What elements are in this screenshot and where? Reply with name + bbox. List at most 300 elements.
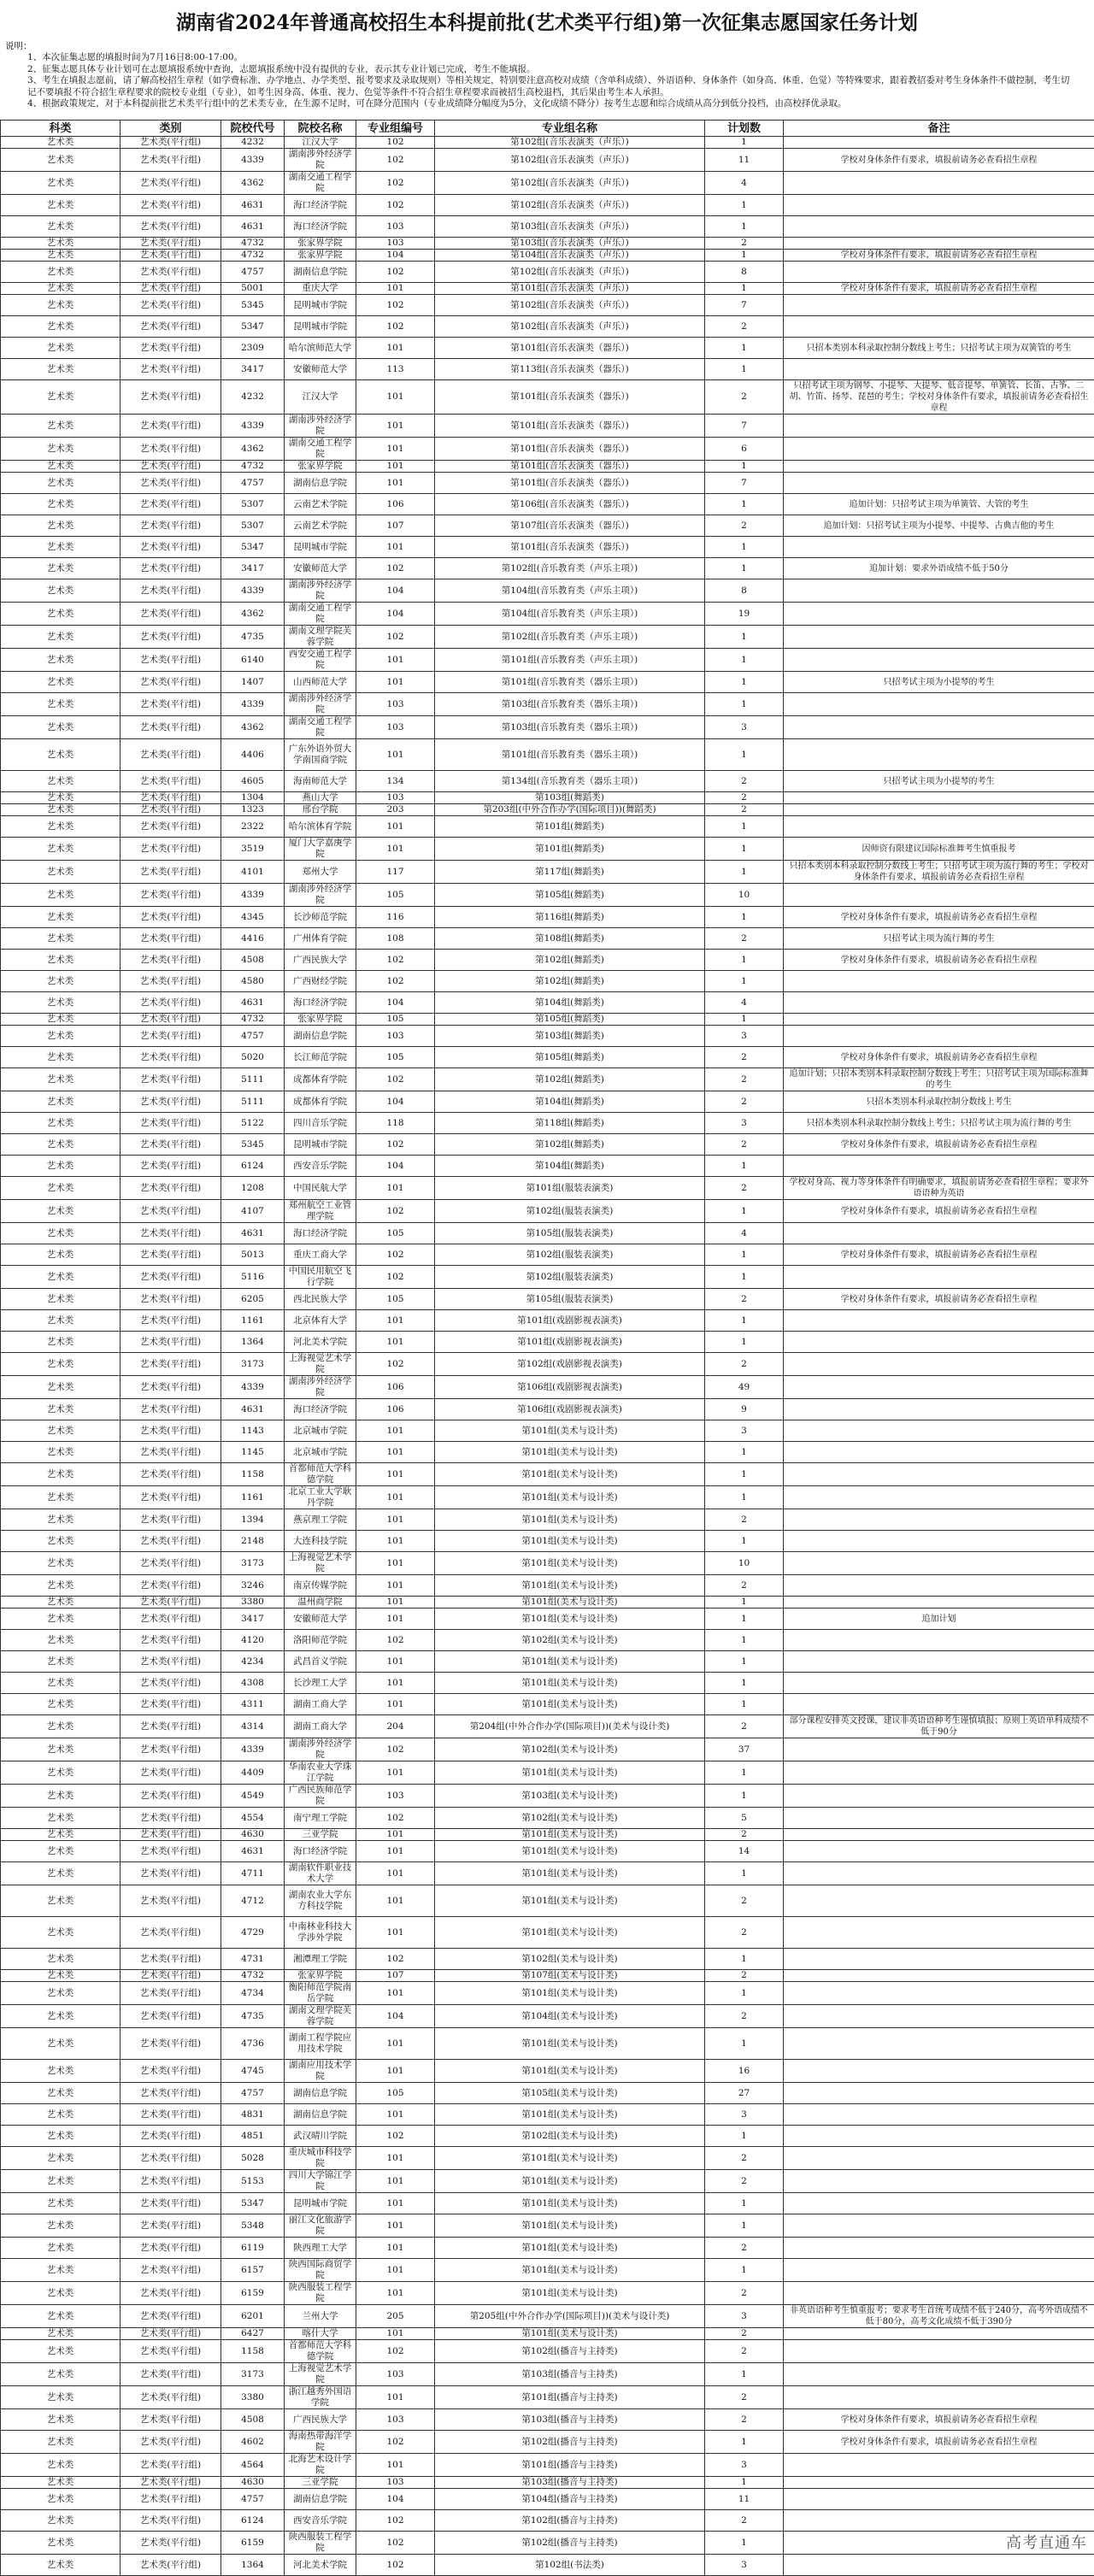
- cell-category: 艺术类(平行组): [121, 1970, 221, 1982]
- cell-school-name: 三亚学院: [285, 2477, 356, 2489]
- cell-remarks: 学校对身体条件有要求，填报前请务必查看招生章程: [784, 1244, 1094, 1266]
- cell-school-code: 4712: [221, 1885, 285, 1917]
- cell-subject: 艺术类: [1, 1332, 121, 1353]
- cell-group-name: 第102组(服装表演类): [435, 1244, 705, 1266]
- cell-school-code: 4734: [221, 1982, 285, 2005]
- cell-group-name: 第101组(美术与设计类): [435, 2282, 705, 2305]
- table-row: [1, 473, 1094, 494]
- cell-plan-count: 2: [705, 1353, 784, 1376]
- table-row: [1, 1376, 1094, 1399]
- cell-school-code: 4757: [221, 262, 285, 283]
- cell-group-name: 第101组(音乐表演类（声乐）): [435, 283, 705, 295]
- cell-plan-count: 2: [705, 804, 784, 816]
- table-row: [1, 338, 1094, 359]
- cell-category: 艺术类(平行组): [121, 1531, 221, 1552]
- cell-school-name: 华南农业大学珠江学院: [285, 1761, 356, 1785]
- cell-subject: 艺术类: [1, 1223, 121, 1244]
- table-row: [1, 1486, 1094, 1509]
- cell-category: 艺术类(平行组): [121, 172, 221, 195]
- cell-category: 艺术类(平行组): [121, 195, 221, 216]
- cell-group-code: 134: [356, 771, 435, 792]
- cell-school-name: 昆明城市学院: [285, 316, 356, 338]
- cell-school-code: 1304: [221, 792, 285, 804]
- cell-group-name: 第104组(音乐表演类（声乐）): [435, 250, 705, 262]
- cell-subject: 艺术类: [1, 950, 121, 971]
- cell-group-name: 第102组(舞蹈类): [435, 971, 705, 992]
- cell-school-code: 4630: [221, 2477, 285, 2489]
- note-item: 4、根据政策规定，对于本科提前批艺术类平行组中的艺术类专业，在生源不足时，可在降分范围内（专业成绩降分幅度为5分，文化成绩不降分）按考生志愿和综合成绩从高分到低分投档，由高校择优录取。: [5, 98, 1077, 109]
- cell-school-code: 3246: [221, 1575, 285, 1597]
- cell-school-name: 湖南农业大学东方科技学院: [285, 1885, 356, 1917]
- cell-group-name: 第101组(美术与设计类): [435, 1463, 705, 1486]
- cell-remarks: 学校对身体条件有要求，填报前请务必查看招生章程: [784, 1047, 1094, 1068]
- cell-remarks: [784, 2340, 1094, 2363]
- cell-group-code: 101: [356, 2193, 435, 2214]
- cell-category: 艺术类(平行组): [121, 649, 221, 672]
- cell-category: 艺术类(平行组): [121, 2083, 221, 2104]
- table-row: [1, 838, 1094, 861]
- header-group-name: 专业组名称: [435, 121, 705, 137]
- cell-category: 艺术类(平行组): [121, 2214, 221, 2238]
- table-row: [1, 739, 1094, 771]
- cell-category: 艺术类(平行组): [121, 1289, 221, 1310]
- cell-category: 艺术类(平行组): [121, 1068, 221, 1091]
- cell-plan-count: 2: [705, 2386, 784, 2409]
- cell-group-name: 第102组(美术与设计类): [435, 1738, 705, 1761]
- cell-group-name: 第102组(音乐表演类（声乐）): [435, 295, 705, 316]
- cell-school-code: 5111: [221, 1091, 285, 1113]
- cell-category: 艺术类(平行组): [121, 2409, 221, 2431]
- table-row: [1, 2532, 1094, 2555]
- cell-remarks: 追加计划: [784, 1609, 1094, 1630]
- cell-subject: 艺术类: [1, 2214, 121, 2238]
- cell-category: 艺术类(平行组): [121, 804, 221, 816]
- cell-group-code: 101: [356, 739, 435, 771]
- cell-category: 艺术类(平行组): [121, 1862, 221, 1885]
- cell-subject: 艺术类: [1, 137, 121, 149]
- plan-table: [0, 120, 1094, 2576]
- cell-subject: 艺术类: [1, 2328, 121, 2340]
- table-row: [1, 1223, 1094, 1244]
- cell-school-code: 5153: [221, 2170, 285, 2193]
- cell-subject: 艺术类: [1, 716, 121, 739]
- cell-remarks: 只招考试主项为钢琴、小提琴、大提琴、低音提琴、单簧管、长笛、古筝、二胡、竹笛、扬琴、琵琶的考生；学校对身体条件有要求，填报前请务必查看招生章程: [784, 380, 1094, 415]
- cell-group-name: 第106组(音乐表演类（器乐）): [435, 494, 705, 515]
- cell-group-code: 101: [356, 649, 435, 672]
- table-row: [1, 2489, 1094, 2510]
- cell-school-code: 4631: [221, 1841, 285, 1862]
- cell-remarks: [784, 2238, 1094, 2259]
- cell-school-code: 4107: [221, 1200, 285, 1223]
- cell-group-name: 第105组(美术与设计类): [435, 2083, 705, 2104]
- cell-category: 艺术类(平行组): [121, 415, 221, 438]
- table-row: [1, 861, 1094, 884]
- cell-remarks: [784, 649, 1094, 672]
- cell-subject: 艺术类: [1, 971, 121, 992]
- cell-subject: 艺术类: [1, 1694, 121, 1715]
- cell-group-name: 第101组(美术与设计类): [435, 2259, 705, 2282]
- cell-group-name: 第101组(美术与设计类): [435, 1694, 705, 1715]
- cell-school-code: 4757: [221, 2489, 285, 2510]
- cell-school-name: 张家界学院: [285, 1970, 356, 1982]
- cell-plan-count: 2: [705, 2282, 784, 2305]
- cell-school-code: 4605: [221, 771, 285, 792]
- cell-remarks: [784, 2555, 1094, 2576]
- cell-subject: 艺术类: [1, 816, 121, 838]
- cell-school-name: 中国民航大学: [285, 1177, 356, 1200]
- cell-school-code: 6427: [221, 2328, 285, 2340]
- cell-plan-count: 2: [705, 2340, 784, 2363]
- cell-subject: 艺术类: [1, 216, 121, 238]
- cell-group-code: 101: [356, 1486, 435, 1509]
- cell-category: 艺术类(平行组): [121, 992, 221, 1014]
- cell-remarks: [784, 1332, 1094, 1353]
- table-row: [1, 2214, 1094, 2238]
- cell-plan-count: 3: [705, 2305, 784, 2328]
- cell-subject: 艺术类: [1, 1761, 121, 1785]
- cell-category: 艺术类(平行组): [121, 2170, 221, 2193]
- cell-school-code: 4362: [221, 172, 285, 195]
- cell-group-name: 第101组(美术与设计类): [435, 1420, 705, 1442]
- cell-school-code: 4631: [221, 216, 285, 238]
- cell-plan-count: 1: [705, 739, 784, 771]
- cell-subject: 艺术类: [1, 2083, 121, 2104]
- cell-category: 艺术类(平行组): [121, 316, 221, 338]
- cell-plan-count: 2: [705, 380, 784, 415]
- cell-school-code: 5001: [221, 283, 285, 295]
- cell-remarks: [784, 295, 1094, 316]
- cell-remarks: [784, 1829, 1094, 1841]
- cell-group-name: 第101组(戏剧影视表演类): [435, 1332, 705, 1353]
- cell-plan-count: 7: [705, 473, 784, 494]
- table-row: [1, 262, 1094, 283]
- table-row: [1, 804, 1094, 816]
- cell-school-name: 厦门大学嘉庚学院: [285, 838, 356, 861]
- cell-category: 艺术类(平行组): [121, 771, 221, 792]
- cell-school-name: 成都体育学院: [285, 1091, 356, 1113]
- cell-subject: 艺术类: [1, 2489, 121, 2510]
- table-row: [1, 1761, 1094, 1785]
- cell-subject: 艺术类: [1, 359, 121, 380]
- cell-subject: 艺术类: [1, 2060, 121, 2083]
- cell-subject: 艺术类: [1, 1486, 121, 1509]
- cell-school-name: 广西民族大学: [285, 2409, 356, 2431]
- cell-subject: 艺术类: [1, 603, 121, 626]
- cell-category: 艺术类(平行组): [121, 1134, 221, 1156]
- cell-school-code: 2148: [221, 1531, 285, 1552]
- cell-subject: 艺术类: [1, 1091, 121, 1113]
- cell-group-name: 第102组(舞蹈类): [435, 1068, 705, 1091]
- cell-category: 艺术类(平行组): [121, 1200, 221, 1223]
- cell-school-code: 3417: [221, 1609, 285, 1630]
- cell-category: 艺术类(平行组): [121, 928, 221, 950]
- cell-subject: 艺术类: [1, 1289, 121, 1310]
- cell-group-code: 101: [356, 2104, 435, 2126]
- cell-category: 艺术类(平行组): [121, 1376, 221, 1399]
- table-row: [1, 2510, 1094, 2532]
- cell-school-code: 4120: [221, 1630, 285, 1651]
- cell-school-name: 郑州航空工业管理学院: [285, 1200, 356, 1223]
- cell-group-name: 第101组(服装表演类): [435, 1177, 705, 1200]
- cell-group-name: 第102组(舞蹈类): [435, 950, 705, 971]
- cell-school-code: 6119: [221, 2238, 285, 2259]
- cell-school-name: 湘潭理工学院: [285, 1949, 356, 1970]
- cell-category: 艺术类(平行组): [121, 2431, 221, 2454]
- cell-school-code: 6124: [221, 1156, 285, 1177]
- cell-group-code: 104: [356, 250, 435, 262]
- cell-school-name: 燕山大学: [285, 792, 356, 804]
- cell-plan-count: 11: [705, 2489, 784, 2510]
- table-row: [1, 792, 1094, 804]
- cell-group-name: 第102组(服装表演类): [435, 1200, 705, 1223]
- cell-group-name: 第101组(音乐表演类（器乐）): [435, 438, 705, 461]
- cell-plan-count: 3: [705, 716, 784, 739]
- cell-school-name: 河北美术学院: [285, 2555, 356, 2576]
- cell-group-name: 第103组(播音与主持类): [435, 2409, 705, 2431]
- table-row: [1, 2259, 1094, 2282]
- cell-category: 艺术类(平行组): [121, 672, 221, 693]
- cell-subject: 艺术类: [1, 838, 121, 861]
- cell-school-code: 4409: [221, 1761, 285, 1785]
- cell-school-name: 燕京理工学院: [285, 1509, 356, 1531]
- cell-group-code: 101: [356, 1420, 435, 1442]
- cell-plan-count: 2: [705, 1134, 784, 1156]
- table-row: [1, 1785, 1094, 1808]
- cell-remarks: [784, 2104, 1094, 2126]
- cell-group-name: 第102组(美术与设计类): [435, 2126, 705, 2147]
- table-row: [1, 2477, 1094, 2489]
- cell-plan-count: 2: [705, 2510, 784, 2532]
- cell-school-code: 4631: [221, 195, 285, 216]
- cell-subject: 艺术类: [1, 693, 121, 716]
- cell-plan-count: 1: [705, 338, 784, 359]
- cell-school-name: 长沙理工大学: [285, 1673, 356, 1694]
- cell-subject: 艺术类: [1, 804, 121, 816]
- cell-subject: 艺术类: [1, 2340, 121, 2363]
- cell-group-code: 102: [356, 2555, 435, 2576]
- cell-plan-count: 1: [705, 649, 784, 672]
- cell-subject: 艺术类: [1, 1026, 121, 1047]
- table-row: [1, 2060, 1094, 2083]
- cell-school-name: 重庆大学: [285, 283, 356, 295]
- cell-group-name: 第104组(音乐教育类（声乐主项）): [435, 603, 705, 626]
- cell-school-code: 3519: [221, 838, 285, 861]
- cell-remarks: [784, 1575, 1094, 1597]
- cell-group-name: 第102组(戏剧影视表演类): [435, 1353, 705, 1376]
- cell-group-code: 101: [356, 838, 435, 861]
- cell-school-code: 4508: [221, 2409, 285, 2431]
- cell-subject: 艺术类: [1, 1738, 121, 1761]
- cell-group-name: 第101组(美术与设计类): [435, 1982, 705, 2005]
- cell-school-code: 1323: [221, 804, 285, 816]
- cell-category: 艺术类(平行组): [121, 739, 221, 771]
- cell-plan-count: 1: [705, 1442, 784, 1463]
- cell-remarks: [784, 2510, 1094, 2532]
- cell-school-code: 5020: [221, 1047, 285, 1068]
- note-item: 2、征集志愿具体专业计划可在志愿填报系统中查询，志愿填报系统中没有提供的专业，表示其专业计划已完成，考生不能填报。: [5, 64, 1077, 75]
- cell-category: 艺术类(平行组): [121, 2489, 221, 2510]
- table-row: [1, 1463, 1094, 1486]
- cell-subject: 艺术类: [1, 1134, 121, 1156]
- table-row: [1, 1091, 1094, 1113]
- cell-school-code: 1394: [221, 1509, 285, 1531]
- cell-group-name: 第102组(书法类): [435, 2555, 705, 2576]
- header-subject: 科类: [1, 121, 121, 137]
- cell-group-name: 第102组(音乐教育类（声乐主项）): [435, 626, 705, 649]
- cell-group-name: 第101组(舞蹈类): [435, 816, 705, 838]
- cell-school-code: 4631: [221, 1223, 285, 1244]
- cell-group-name: 第101组(播音与主持类): [435, 2386, 705, 2409]
- cell-remarks: [784, 816, 1094, 838]
- cell-group-code: 101: [356, 1442, 435, 1463]
- cell-group-code: 101: [356, 1177, 435, 1200]
- cell-school-code: 4732: [221, 461, 285, 473]
- cell-plan-count: 37: [705, 1738, 784, 1761]
- cell-subject: 艺术类: [1, 626, 121, 649]
- cell-category: 艺术类(平行组): [121, 2193, 221, 2214]
- cell-category: 艺术类(平行组): [121, 1266, 221, 1289]
- cell-group-name: 第102组(美术与设计类): [435, 1949, 705, 1970]
- cell-remarks: [784, 1597, 1094, 1609]
- cell-category: 艺术类(平行组): [121, 716, 221, 739]
- cell-remarks: [784, 884, 1094, 907]
- plan-body: [1, 137, 1094, 2576]
- cell-remarks: 只招本类别本科录取控制分数线上考生；只招考试主项为流行舞的考生: [784, 1113, 1094, 1134]
- cell-plan-count: 1: [705, 861, 784, 884]
- cell-school-code: 4362: [221, 603, 285, 626]
- cell-group-name: 第101组(美术与设计类): [435, 2060, 705, 2083]
- cell-school-name: 中南林业科技大学涉外学院: [285, 1917, 356, 1949]
- cell-remarks: 学校对身体条件有要求，填报前请务必查看招生章程: [784, 1200, 1094, 1223]
- cell-group-code: 102: [356, 950, 435, 971]
- cell-category: 艺术类(平行组): [121, 1310, 221, 1332]
- cell-school-name: 丽江文化旅游学院: [285, 2214, 356, 2238]
- cell-school-code: 4564: [221, 2454, 285, 2477]
- table-row: [1, 2028, 1094, 2060]
- cell-group-name: 第105组(舞蹈类): [435, 1047, 705, 1068]
- cell-group-name: 第101组(音乐表演类（器乐）): [435, 473, 705, 494]
- cell-school-code: 4630: [221, 1829, 285, 1841]
- table-row: [1, 2126, 1094, 2147]
- cell-category: 艺术类(平行组): [121, 1715, 221, 1738]
- cell-school-name: 西安音乐学院: [285, 1156, 356, 1177]
- cell-remarks: [784, 415, 1094, 438]
- cell-category: 艺术类(平行组): [121, 1575, 221, 1597]
- cell-remarks: [784, 1353, 1094, 1376]
- cell-plan-count: 3: [705, 1026, 784, 1047]
- cell-remarks: 学校对身体条件有要求，填报前请务必查看招生章程: [784, 2431, 1094, 2454]
- cell-group-code: 104: [356, 992, 435, 1014]
- cell-plan-count: 8: [705, 579, 784, 603]
- cell-group-code: 105: [356, 884, 435, 907]
- cell-school-name: 成都体育学院: [285, 1068, 356, 1091]
- cell-school-code: 4732: [221, 1014, 285, 1026]
- cell-group-name: 第105组(舞蹈类): [435, 884, 705, 907]
- table-row: [1, 1841, 1094, 1862]
- cell-school-name: 张家界学院: [285, 461, 356, 473]
- cell-category: 艺术类(平行组): [121, 1223, 221, 1244]
- cell-subject: 艺术类: [1, 792, 121, 804]
- cell-subject: 艺术类: [1, 1808, 121, 1829]
- cell-group-code: 101: [356, 1673, 435, 1694]
- cell-category: 艺术类(平行组): [121, 1982, 221, 2005]
- cell-group-name: 第101组(美术与设计类): [435, 2238, 705, 2259]
- cell-subject: 艺术类: [1, 1310, 121, 1332]
- cell-group-code: 101: [356, 672, 435, 693]
- cell-school-name: 兰州大学: [285, 2305, 356, 2328]
- cell-group-name: 第101组(戏剧影视表演类): [435, 1310, 705, 1332]
- page-title: 湖南省2024年普通高校招生本科提前批(艺术类平行组)第一次征集志愿国家任务计划: [0, 0, 1094, 36]
- cell-subject: 艺术类: [1, 380, 121, 415]
- cell-group-code: 101: [356, 1552, 435, 1575]
- cell-category: 艺术类(平行组): [121, 816, 221, 838]
- table-row: [1, 1738, 1094, 1761]
- table-row: [1, 438, 1094, 461]
- cell-school-name: 上海视觉艺术学院: [285, 2363, 356, 2386]
- cell-remarks: [784, 195, 1094, 216]
- cell-remarks: [784, 461, 1094, 473]
- table-row: [1, 1289, 1094, 1310]
- cell-plan-count: 2: [705, 1091, 784, 1113]
- header-plan-count: 计划数: [705, 121, 784, 137]
- cell-remarks: [784, 1785, 1094, 1808]
- cell-school-name: 中国民用航空飞行学院: [285, 1266, 356, 1289]
- cell-group-name: 第101组(美术与设计类): [435, 2193, 705, 2214]
- cell-plan-count: 2: [705, 2147, 784, 2170]
- cell-group-code: 104: [356, 1156, 435, 1177]
- cell-group-name: 第101组(音乐教育类（声乐主项）): [435, 649, 705, 672]
- table-row: [1, 1597, 1094, 1609]
- cell-school-code: 1143: [221, 1420, 285, 1442]
- cell-school-code: 5347: [221, 537, 285, 558]
- cell-school-name: 广州体育学院: [285, 928, 356, 950]
- notes: [0, 36, 1094, 121]
- cell-category: 艺术类(平行组): [121, 137, 221, 149]
- cell-subject: 艺术类: [1, 415, 121, 438]
- cell-school-name: 湖南涉外经济学院: [285, 884, 356, 907]
- table-row: [1, 716, 1094, 739]
- cell-school-code: 4345: [221, 907, 285, 928]
- cell-group-code: 103: [356, 216, 435, 238]
- cell-subject: 艺术类: [1, 2104, 121, 2126]
- cell-group-code: 104: [356, 1091, 435, 1113]
- cell-plan-count: 9: [705, 1399, 784, 1420]
- cell-school-name: 湖南应用技术学院: [285, 2060, 356, 2083]
- cell-school-code: 4508: [221, 950, 285, 971]
- cell-subject: 艺术类: [1, 1829, 121, 1841]
- cell-subject: 艺术类: [1, 238, 121, 250]
- cell-school-name: 湖南交通工程学院: [285, 172, 356, 195]
- cell-group-code: 101: [356, 2060, 435, 2083]
- cell-subject: 艺术类: [1, 262, 121, 283]
- cell-subject: 艺术类: [1, 438, 121, 461]
- cell-school-code: 5348: [221, 2214, 285, 2238]
- cell-category: 艺术类(平行组): [121, 1651, 221, 1673]
- cell-remarks: 学校对身体条件有要求，填报前请务必查看招生章程: [784, 149, 1094, 172]
- cell-plan-count: 2: [705, 1047, 784, 1068]
- cell-group-code: 102: [356, 626, 435, 649]
- cell-category: 艺术类(平行组): [121, 250, 221, 262]
- cell-school-code: 6205: [221, 1289, 285, 1310]
- cell-school-code: 4731: [221, 1949, 285, 1970]
- cell-school-code: 5307: [221, 494, 285, 515]
- cell-school-name: 哈尔滨师范大学: [285, 338, 356, 359]
- cell-plan-count: 2: [705, 792, 784, 804]
- table-row: [1, 1949, 1094, 1970]
- cell-subject: 艺术类: [1, 928, 121, 950]
- cell-category: 艺术类(平行组): [121, 149, 221, 172]
- cell-category: 艺术类(平行组): [121, 1917, 221, 1949]
